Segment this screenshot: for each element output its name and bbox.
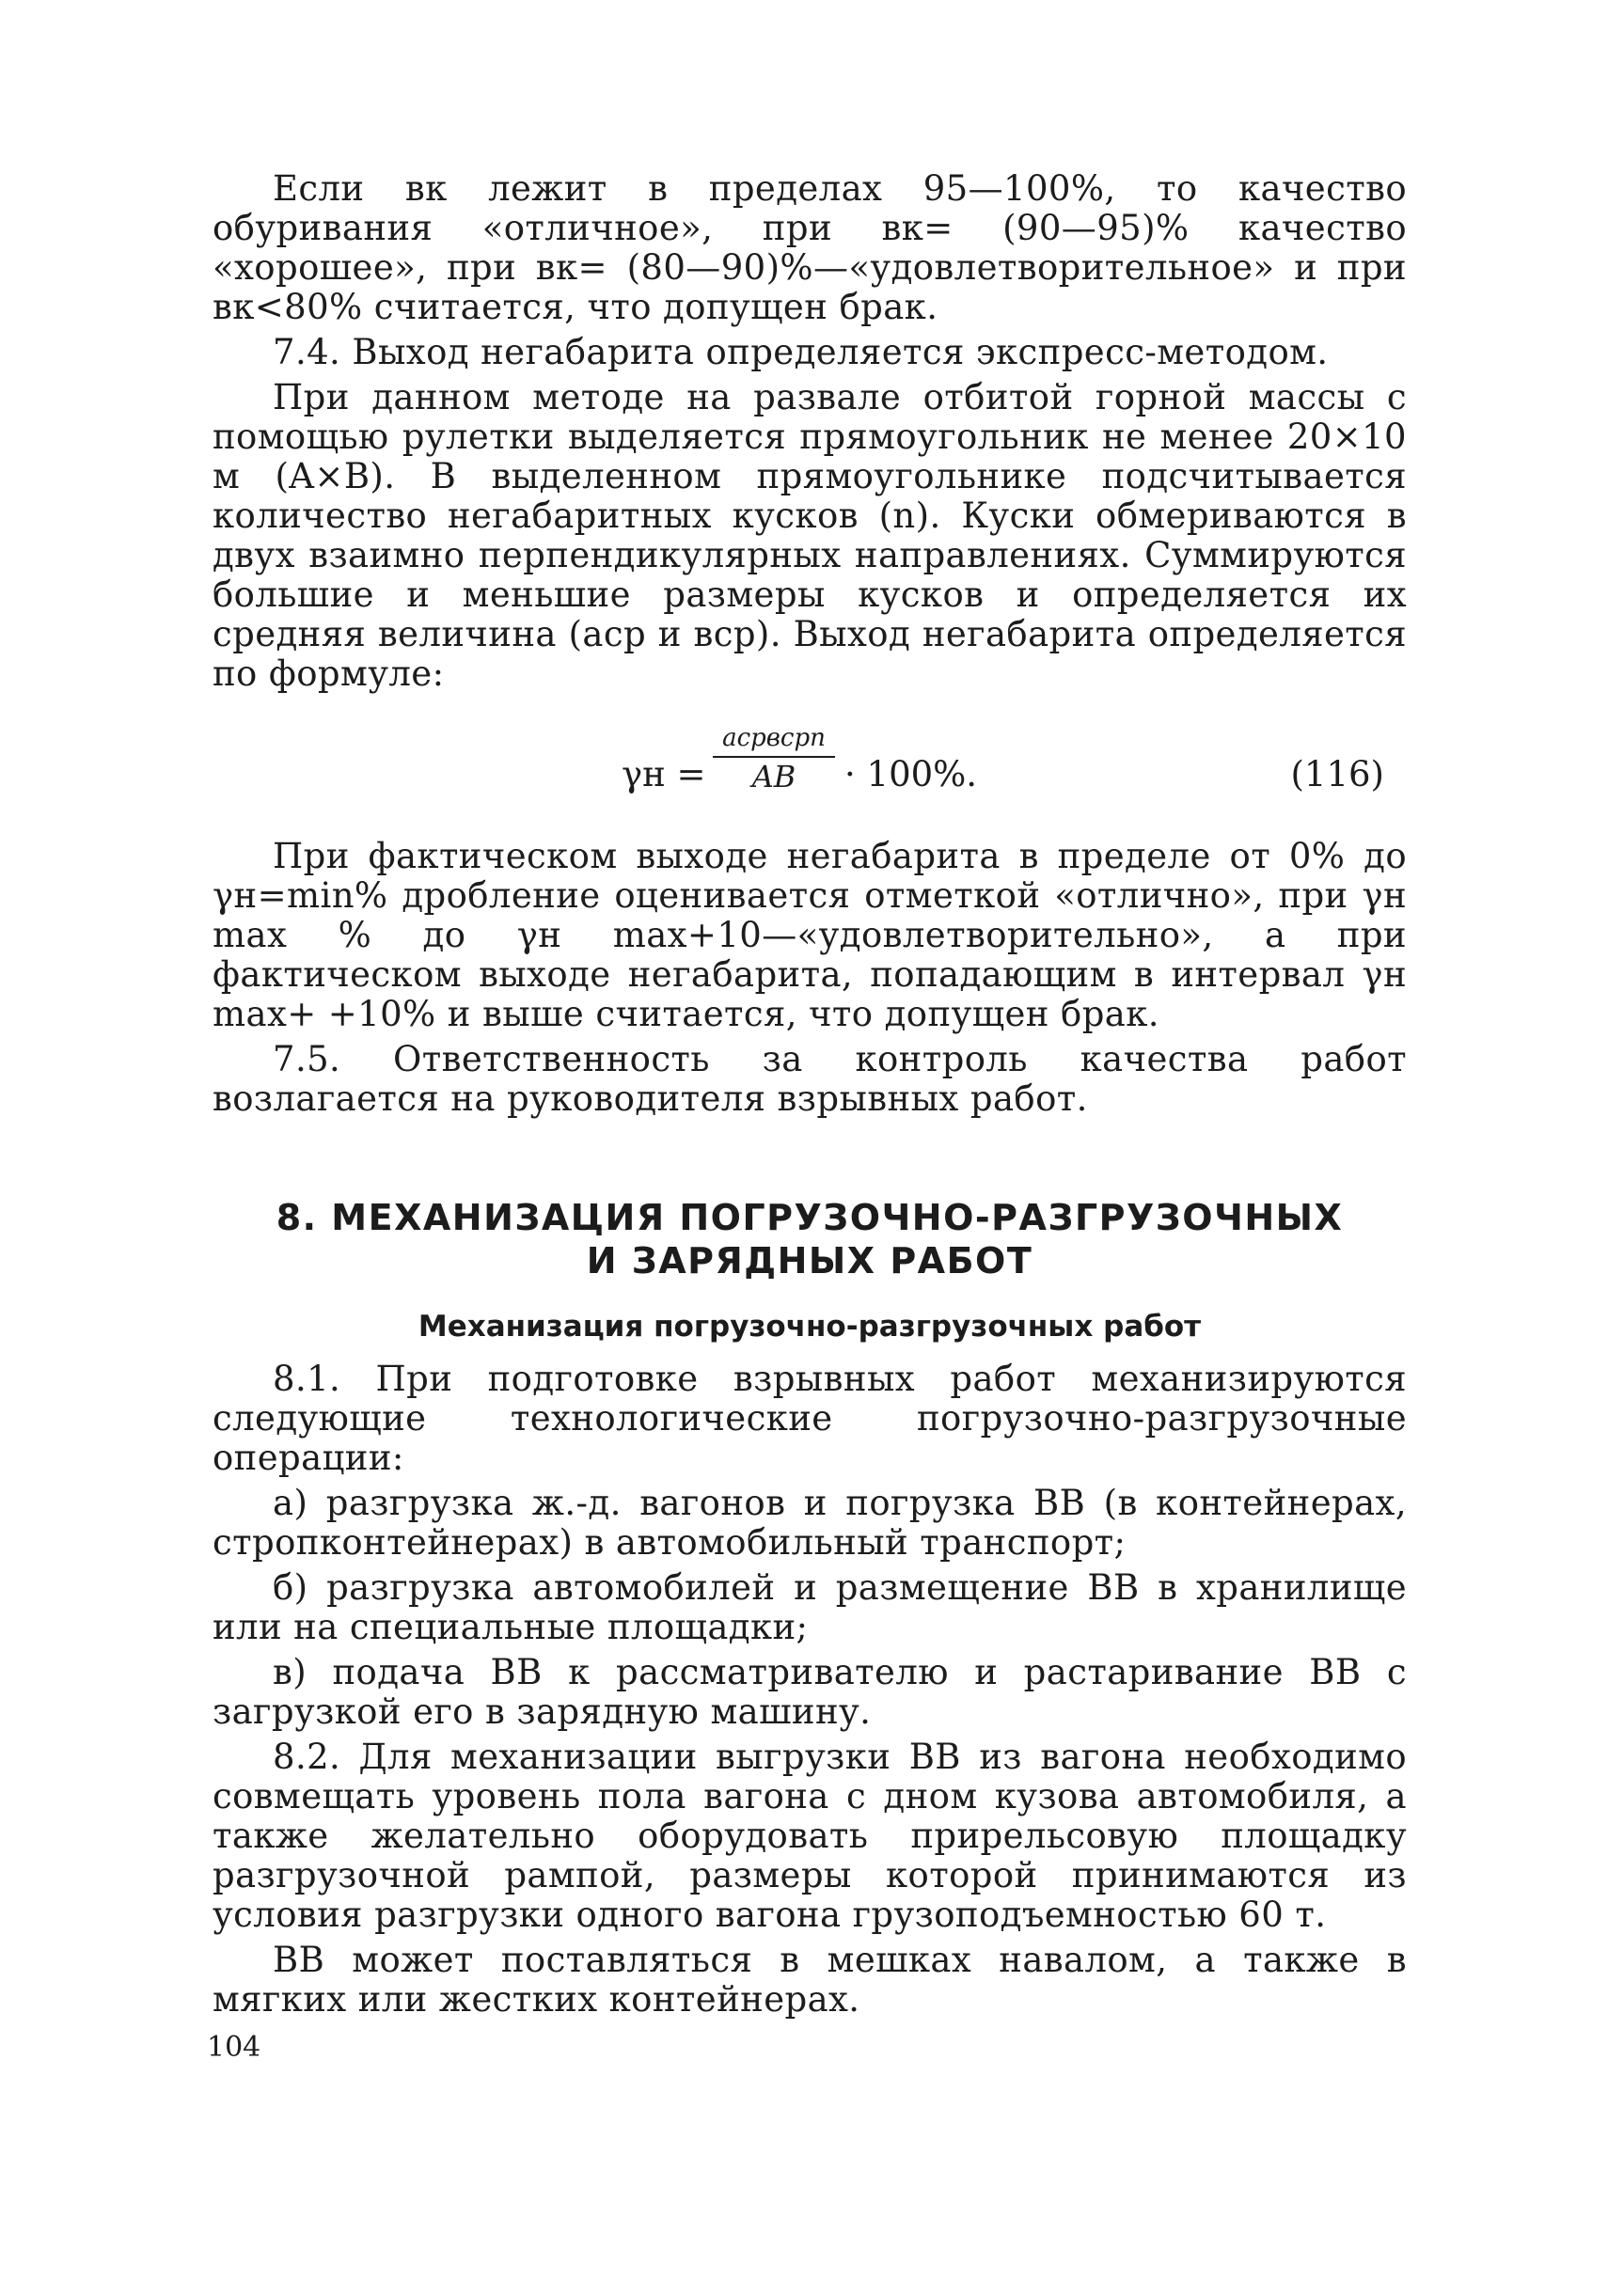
list-item-b: б) разгрузка автомобилей и размещение ВВ в хранилище или на специальные площадки; xyxy=(213,1567,1407,1647)
page-number: 104 xyxy=(207,2031,261,2064)
formula-rhs: · 100%. xyxy=(844,754,978,794)
paragraph-quality-drilling: Если вк лежит в пределах 95—100%, то качество обуривания «отличное», при вк= (90—95)% качество «хорошее», при вк= (80—90)%—«удовлетворительное» и при вк<80% считается, что допущен брак. xyxy=(213,168,1407,327)
section-heading-line1: 8. МЕХАНИЗАЦИЯ ПОГРУЗОЧНО-РАЗГРУЗОЧНЫХ xyxy=(276,1197,1344,1238)
section-heading xyxy=(213,1196,1407,1282)
paragraph-containers: ВВ может поставляться в мешках навалом, а также в мягких или жестких контейнерах. xyxy=(213,1940,1407,2020)
paragraph-8-1: 8.1. При подготовке взрывных работ механизируются следующие технологические погрузочно-разгрузочные операции: xyxy=(213,1359,1407,1478)
equation-number: (116) xyxy=(1290,754,1384,794)
formula-numerator: aсрвсрn xyxy=(722,724,826,752)
fraction-bar xyxy=(713,756,835,758)
paragraph-7-4: 7.4. Выход негабарита определяется экспресс-методом. xyxy=(273,332,1329,372)
paragraph-oversize-evaluation: При фактическом выходе негабарита в пределе от 0% до γн=min% дробление оценивается отметкой «отлично», при γн max % до γн max+10—«удовлетворительно», а при фактическом выходе негабарита, попадающим в интервал γн max+ +10% и выше считается, что допущен брак. xyxy=(213,836,1407,1034)
paragraph-8-2: 8.2. Для механизации выгрузки ВВ из вагона необходимо совмещать уровень пола вагона с дном кузова автомобиля, а также желательно оборудовать прирельсовую площадку разгрузочной рампой, размеры которой принимаются из условия разгрузки одного вагона грузоподъемностью 60 т. xyxy=(213,1737,1407,1935)
text-block-middle xyxy=(213,837,1407,1119)
list-item-a: а) разгрузка ж.-д. вагонов и погрузка ВВ (в контейнерах, стропконтейнерах) в автомобильный транспорт; xyxy=(213,1483,1407,1563)
list-item-c: в) подача ВВ к рассматривателю и растаривание ВВ с загрузкой его в зарядную машину. xyxy=(213,1652,1407,1732)
formula-fraction xyxy=(713,724,835,794)
paragraph-7-5: 7.5. Ответственность за контроль качества работ возлагается на руководителя взрывных работ. xyxy=(213,1039,1407,1119)
formula-116 xyxy=(213,724,1407,818)
section-heading-line2: И ЗАРЯДНЫХ РАБОТ xyxy=(586,1240,1033,1282)
formula-lhs: γн = xyxy=(622,754,706,794)
subsection-heading: Механизация погрузочно-разгрузочных работ xyxy=(418,1310,1202,1344)
text-block-bottom xyxy=(213,1360,1407,2020)
formula-denominator: AB xyxy=(751,759,796,794)
text-block-top xyxy=(213,169,1407,694)
paragraph-express-method: При данном методе на развале отбитой горной массы с помощью рулетки выделяется прямоугольник не менее 20×10 м (A×B). В выделенном прямоугольнике подсчитывается количество негабаритных кусков (n). Куски обмериваются в двух взаимно перпендикулярных направлениях. Суммируются большие и меньшие размеры кусков и определяется их средняя величина (aср и вср). Выход негабарита определяется по формуле: xyxy=(213,377,1407,694)
